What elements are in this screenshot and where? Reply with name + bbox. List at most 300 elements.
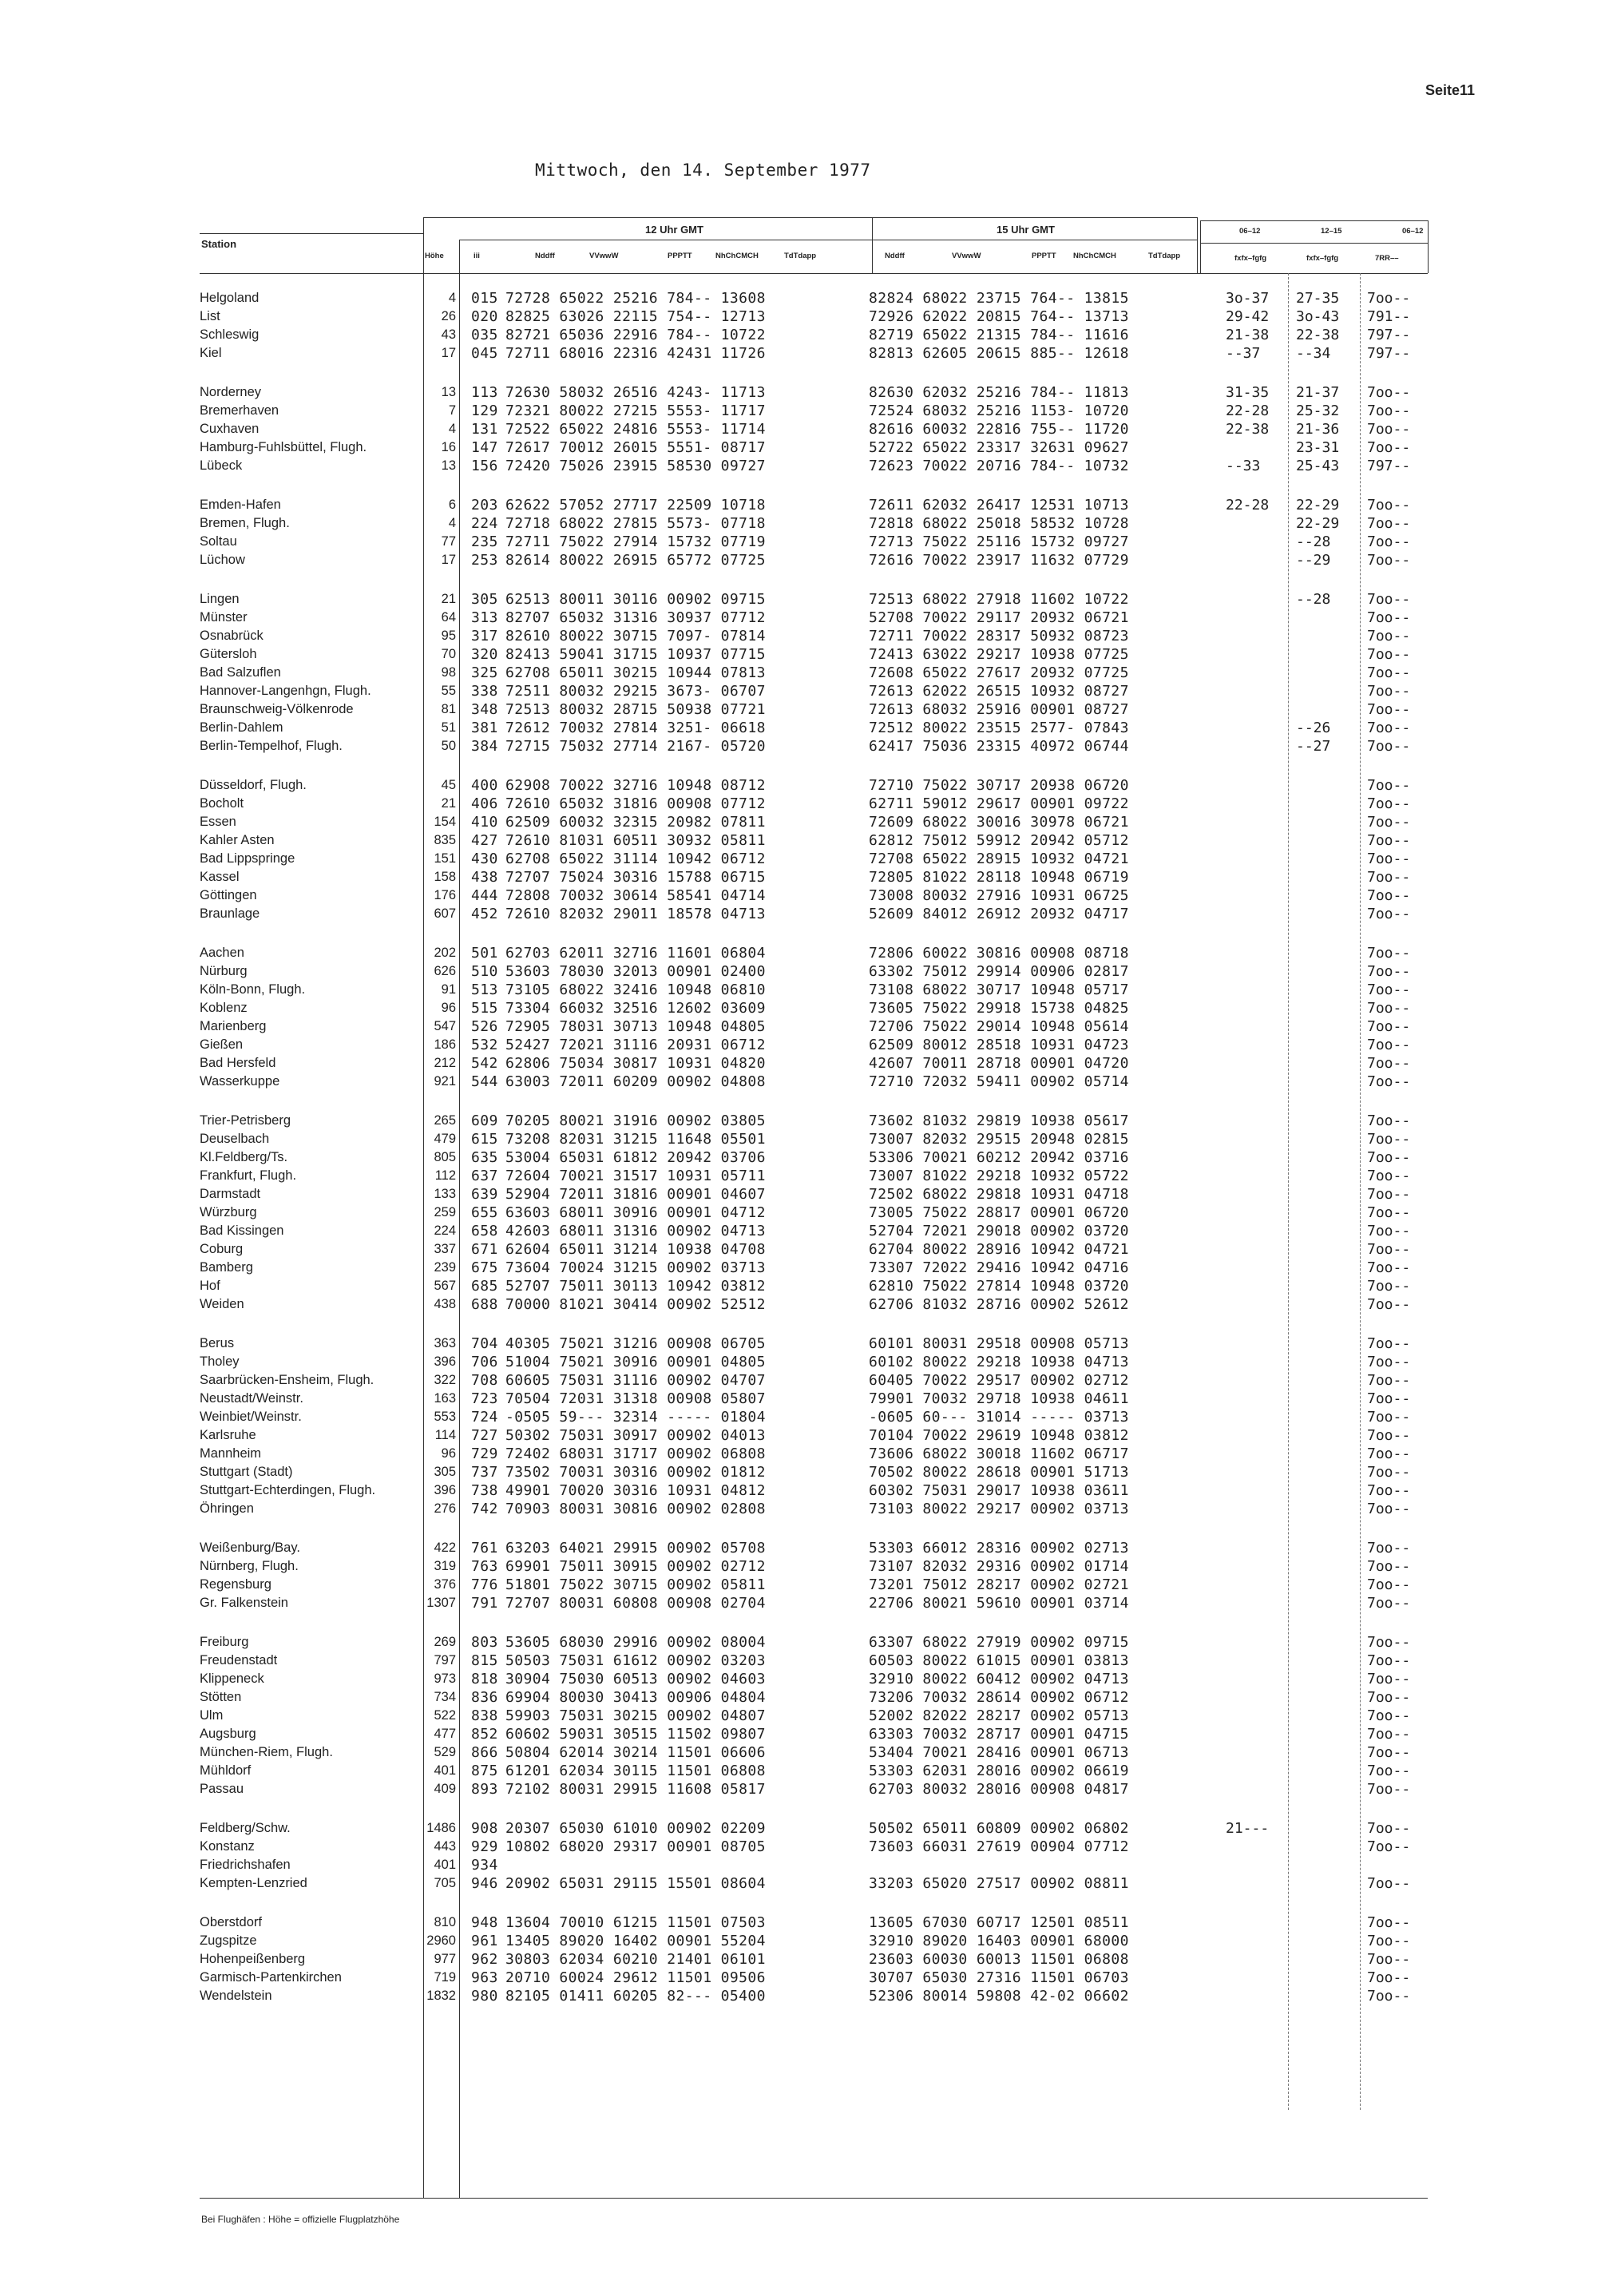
obs-12-gmt: 50302 75031 30917 00902 04013 — [505, 1427, 766, 1444]
station-name: Neustadt/Weinstr. — [200, 1391, 303, 1406]
gust-q1: 3o-37 — [1226, 290, 1270, 307]
station-id: 838 — [471, 1707, 498, 1724]
obs-15-gmt: 52609 84012 26912 20932 04717 — [869, 906, 1129, 922]
station-id: 776 — [471, 1576, 498, 1593]
obs-15-gmt: 72609 68022 30016 30978 06721 — [869, 814, 1129, 831]
obs-12-gmt: 53603 78030 32013 00901 02400 — [505, 963, 766, 980]
station-name: Göttingen — [200, 888, 257, 902]
station-name: Cuxhaven — [200, 422, 260, 436]
obs-12-gmt: 59903 75031 30215 00902 04807 — [505, 1707, 766, 1724]
station-height: 479 — [434, 1132, 456, 1146]
precip-q3: 7oo-- — [1367, 1838, 1411, 1855]
station-id: 320 — [471, 646, 498, 663]
obs-15-gmt: 72413 63022 29217 10938 07725 — [869, 646, 1129, 663]
precip-q3: 7oo-- — [1367, 1149, 1411, 1166]
rule — [1200, 243, 1428, 244]
station-id: 045 — [471, 345, 498, 362]
obs-12-gmt: 53004 65031 61812 20942 03706 — [505, 1149, 766, 1166]
station-name: Friedrichshafen — [200, 1858, 291, 1872]
obs-12-gmt: 72522 65022 24816 5553- 11714 — [505, 421, 766, 438]
station-height: 973 — [434, 1671, 456, 1686]
station-id: 704 — [471, 1335, 498, 1352]
obs-15-gmt: 53306 70021 60212 20942 03716 — [869, 1149, 1129, 1166]
obs-12-gmt: 60605 75031 31116 00902 04707 — [505, 1372, 766, 1389]
station-id: 338 — [471, 683, 498, 700]
station-id: 430 — [471, 851, 498, 867]
obs-15-gmt: 60405 70022 29517 00902 02712 — [869, 1372, 1129, 1389]
station-height: 21 — [441, 592, 456, 606]
station-height: 553 — [434, 1410, 456, 1424]
station-height: 81 — [441, 702, 456, 716]
station-id: 763 — [471, 1558, 498, 1575]
station-name: Würzburg — [200, 1205, 257, 1219]
station-height: 734 — [434, 1690, 456, 1704]
gust-q2: 22-29 — [1296, 497, 1340, 514]
obs-12-gmt: 61201 62034 30115 11501 06808 — [505, 1763, 766, 1779]
station-name: Kempten-Lenzried — [200, 1876, 307, 1890]
station-id: 635 — [471, 1149, 498, 1166]
obs-15-gmt: 73008 80032 27916 10931 06725 — [869, 887, 1129, 904]
station-height: 212 — [434, 1056, 456, 1070]
obs-15-gmt: 72711 70022 28317 50932 08723 — [869, 628, 1129, 644]
obs-15-gmt: 50502 65011 60809 00902 06802 — [869, 1820, 1129, 1837]
obs-15-gmt: 62417 75036 23315 40972 06744 — [869, 738, 1129, 755]
obs-15-gmt: 73007 81022 29218 10932 05722 — [869, 1168, 1129, 1184]
obs-12-gmt: 13604 70010 61215 11501 07503 — [505, 1914, 766, 1931]
station-height: 114 — [434, 1428, 456, 1442]
station-id: 723 — [471, 1390, 498, 1407]
precip-q3: 7oo-- — [1367, 1951, 1411, 1968]
precip-q3: 7oo-- — [1367, 1595, 1411, 1612]
obs-12-gmt: 72513 80032 28715 50938 07721 — [505, 701, 766, 718]
obs-12-gmt: 20710 60024 29612 11501 09506 — [505, 1969, 766, 1986]
station-height: 163 — [434, 1391, 456, 1406]
station-height: 607 — [434, 906, 456, 921]
obs-12-gmt: 51004 75021 30916 00901 04805 — [505, 1354, 766, 1370]
header-col-5: TdTdapp — [784, 252, 817, 260]
station-height: 6 — [448, 498, 456, 512]
station-id: 452 — [471, 906, 498, 922]
obs-12-gmt: 72321 80022 27215 5553- 11717 — [505, 402, 766, 419]
gust-q1: 22-28 — [1226, 402, 1270, 419]
station-name: Bocholt — [200, 796, 244, 811]
station-name: Tholey — [200, 1354, 240, 1369]
station-height: 133 — [434, 1187, 456, 1201]
station-height: 522 — [434, 1708, 456, 1723]
obs-15-gmt: 63303 70032 28717 00901 04715 — [869, 1726, 1129, 1743]
station-name: Weiden — [200, 1297, 244, 1311]
station-name: Freiburg — [200, 1635, 249, 1649]
header-q2-sub: fxfx–fgfg — [1306, 254, 1339, 263]
gust-q2: 3o-43 — [1296, 308, 1340, 325]
obs-15-gmt: 72502 68022 29818 10931 04718 — [869, 1186, 1129, 1203]
station-height: 70 — [441, 647, 456, 661]
rule — [200, 2198, 1428, 2199]
station-name: Kassel — [200, 870, 240, 884]
obs-15-gmt: 73005 75022 28817 00901 06720 — [869, 1204, 1129, 1221]
gust-q1: 21--- — [1226, 1820, 1270, 1837]
station-height: 396 — [434, 1354, 456, 1369]
gust-q2: 22-38 — [1296, 327, 1340, 343]
header-col-7: VVwwW — [952, 252, 981, 260]
precip-q3: 7oo-- — [1367, 1464, 1411, 1481]
obs-15-gmt: 62704 80022 28916 10942 04721 — [869, 1241, 1129, 1258]
rule — [1200, 220, 1201, 273]
obs-15-gmt: 73602 81032 29819 10938 05617 — [869, 1112, 1129, 1129]
station-height: 45 — [441, 778, 456, 792]
obs-12-gmt: 72630 58032 26516 4243- 11713 — [505, 384, 766, 401]
station-id: 934 — [471, 1857, 498, 1874]
obs-12-gmt: 63003 72011 60209 00902 04808 — [505, 1073, 766, 1090]
station-height: 2960 — [426, 1933, 456, 1948]
station-height: 239 — [434, 1260, 456, 1275]
precip-q3: 7oo-- — [1367, 1482, 1411, 1499]
obs-15-gmt: 72710 75022 30717 20938 06720 — [869, 777, 1129, 794]
obs-15-gmt: 52708 70022 29117 20932 06721 — [869, 609, 1129, 626]
obs-12-gmt: 70903 80031 30816 00902 02808 — [505, 1501, 766, 1517]
obs-15-gmt: 53303 62031 28016 00902 06619 — [869, 1763, 1129, 1779]
obs-12-gmt: 70504 72031 31318 00908 05807 — [505, 1390, 766, 1407]
obs-12-gmt: 72610 65032 31816 00908 07712 — [505, 795, 766, 812]
station-name: List — [200, 309, 220, 323]
header-15-uhr-gmt: 15 Uhr GMT — [997, 224, 1055, 236]
obs-12-gmt: 52427 72021 31116 20931 06712 — [505, 1037, 766, 1053]
station-name: Bad Kissingen — [200, 1223, 284, 1238]
obs-15-gmt: 62703 80032 28016 00908 04817 — [869, 1781, 1129, 1798]
station-id: 688 — [471, 1296, 498, 1313]
obs-12-gmt: 69901 75011 30915 00902 02712 — [505, 1558, 766, 1575]
obs-12-gmt: 73502 70031 30316 00902 01812 — [505, 1464, 766, 1481]
station-height: 17 — [441, 553, 456, 567]
station-height: 224 — [434, 1223, 456, 1238]
station-id: 946 — [471, 1875, 498, 1892]
obs-12-gmt: 82105 01411 60205 82--- 05400 — [505, 1988, 766, 2005]
station-name: Trier-Petrisberg — [200, 1113, 291, 1128]
station-id: 513 — [471, 981, 498, 998]
precip-q3: 7oo-- — [1367, 1018, 1411, 1035]
rule — [1200, 220, 1428, 221]
station-name: Aachen — [200, 946, 244, 960]
station-id: 655 — [471, 1204, 498, 1221]
gust-q1: 31-35 — [1226, 384, 1270, 401]
station-id: 156 — [471, 458, 498, 474]
station-id: 501 — [471, 945, 498, 962]
station-id: 737 — [471, 1464, 498, 1481]
obs-15-gmt: 72616 70022 23917 11632 07729 — [869, 552, 1129, 569]
station-name: Gr. Falkenstein — [200, 1596, 288, 1610]
gust-q2: 23-31 — [1296, 439, 1340, 456]
station-height: 26 — [441, 309, 456, 323]
station-id: 706 — [471, 1354, 498, 1370]
precip-q3: 7oo-- — [1367, 664, 1411, 681]
station-height: 529 — [434, 1745, 456, 1759]
station-height: 363 — [434, 1336, 456, 1350]
precip-q3: 7oo-- — [1367, 1576, 1411, 1593]
precip-q3: 7oo-- — [1367, 832, 1411, 849]
station-name: Mannheim — [200, 1446, 262, 1461]
station-name: Lingen — [200, 592, 240, 606]
obs-15-gmt: 72513 68022 27918 11602 10722 — [869, 591, 1129, 608]
rule — [1360, 273, 1361, 2110]
station-height: 186 — [434, 1037, 456, 1052]
rule — [1197, 217, 1198, 273]
station-id: 803 — [471, 1634, 498, 1651]
station-height: 1307 — [426, 1596, 456, 1610]
precip-q3: 7oo-- — [1367, 1781, 1411, 1798]
station-id: 147 — [471, 439, 498, 456]
obs-15-gmt: 63307 68022 27919 00902 09715 — [869, 1634, 1129, 1651]
precip-q3: 797-- — [1367, 458, 1411, 474]
station-name: Hohenpeißenberg — [200, 1952, 306, 1966]
station-height: 835 — [434, 833, 456, 847]
station-name: Lübeck — [200, 458, 243, 473]
station-height: 810 — [434, 1915, 456, 1929]
obs-15-gmt: 72818 68022 25018 58532 10728 — [869, 515, 1129, 532]
obs-15-gmt: 72608 65022 27617 20932 07725 — [869, 664, 1129, 681]
precip-q3: 7oo-- — [1367, 1241, 1411, 1258]
gust-q2: 25-43 — [1296, 458, 1340, 474]
obs-12-gmt: 50503 75031 61612 00902 03203 — [505, 1652, 766, 1669]
obs-12-gmt: 72617 70012 26015 5551- 08717 — [505, 439, 766, 456]
obs-12-gmt: 69904 80030 30413 00906 04804 — [505, 1689, 766, 1706]
obs-15-gmt: 82813 62605 20615 885-- 12618 — [869, 345, 1129, 362]
station-id: 639 — [471, 1186, 498, 1203]
station-name: Gütersloh — [200, 647, 257, 661]
gust-q2: --28 — [1296, 533, 1331, 550]
station-height: 376 — [434, 1577, 456, 1592]
obs-12-gmt: 53605 68030 29916 00902 08004 — [505, 1634, 766, 1651]
station-height: 477 — [434, 1727, 456, 1741]
obs-12-gmt: 62908 70022 32716 10948 08712 — [505, 777, 766, 794]
station-name: Norderney — [200, 385, 262, 399]
obs-15-gmt: 62810 75022 27814 10948 03720 — [869, 1278, 1129, 1295]
station-id: 929 — [471, 1838, 498, 1855]
precip-q3: 7oo-- — [1367, 1634, 1411, 1651]
obs-15-gmt: 72926 62022 20815 764-- 13713 — [869, 308, 1129, 325]
station-name: Berlin-Dahlem — [200, 720, 283, 735]
station-id: 129 — [471, 402, 498, 419]
station-id: 348 — [471, 701, 498, 718]
station-id: 113 — [471, 384, 498, 401]
obs-15-gmt: 72524 68032 25216 1153- 10720 — [869, 402, 1129, 419]
obs-12-gmt: 63603 68011 30916 00901 04712 — [505, 1204, 766, 1221]
station-id: 510 — [471, 963, 498, 980]
precip-q3: 797-- — [1367, 327, 1411, 343]
obs-12-gmt: 62703 62011 32716 11601 06804 — [505, 945, 766, 962]
station-id: 948 — [471, 1914, 498, 1931]
precip-q3: 7oo-- — [1367, 1223, 1411, 1239]
obs-15-gmt: 52722 65022 23317 32631 09627 — [869, 439, 1129, 456]
station-id: 724 — [471, 1409, 498, 1426]
obs-12-gmt: 72808 70032 30614 58541 04714 — [505, 887, 766, 904]
station-height: 396 — [434, 1483, 456, 1497]
obs-12-gmt: 72102 80031 29915 11608 05817 — [505, 1781, 766, 1798]
station-id: 325 — [471, 664, 498, 681]
station-id: 962 — [471, 1951, 498, 1968]
obs-12-gmt: 72707 80031 60808 00908 02704 — [505, 1595, 766, 1612]
station-id: 035 — [471, 327, 498, 343]
station-name: Feldberg/Schw. — [200, 1821, 291, 1835]
obs-12-gmt: 72612 70032 27814 3251- 06618 — [505, 720, 766, 736]
station-name: Hannover-Langenhgn, Flugh. — [200, 684, 371, 698]
obs-15-gmt: 73007 82032 29515 20948 02815 — [869, 1131, 1129, 1148]
obs-12-gmt: 72711 68016 22316 42431 11726 — [505, 345, 766, 362]
precip-q3: 7oo-- — [1367, 1744, 1411, 1761]
obs-15-gmt: 82616 60032 22816 755-- 11720 — [869, 421, 1129, 438]
precip-q3: 7oo-- — [1367, 795, 1411, 812]
precip-q3: 7oo-- — [1367, 1540, 1411, 1556]
station-name: Regensburg — [200, 1577, 271, 1592]
precip-q3: 797-- — [1367, 345, 1411, 362]
precip-q3: 7oo-- — [1367, 869, 1411, 886]
station-name: Karlsruhe — [200, 1428, 256, 1442]
obs-12-gmt: 82614 80022 26915 65772 07725 — [505, 552, 766, 569]
station-name: Münster — [200, 610, 248, 625]
station-height: 96 — [441, 1001, 456, 1015]
obs-15-gmt: 62706 81032 28716 00902 52612 — [869, 1296, 1129, 1313]
station-id: 961 — [471, 1933, 498, 1949]
obs-12-gmt: 20902 65031 29115 15501 08604 — [505, 1875, 766, 1892]
station-height: 438 — [434, 1297, 456, 1311]
precip-q3: 7oo-- — [1367, 1296, 1411, 1313]
station-height: 921 — [434, 1074, 456, 1089]
precip-q3: 7oo-- — [1367, 1671, 1411, 1687]
obs-15-gmt: 22706 80021 59610 00901 03714 — [869, 1595, 1129, 1612]
obs-15-gmt: 79901 70032 29718 10938 04611 — [869, 1390, 1129, 1407]
station-name: Köln-Bonn, Flugh. — [200, 982, 306, 997]
obs-15-gmt: 72708 65022 28915 10932 04721 — [869, 851, 1129, 867]
rule — [1428, 220, 1429, 273]
obs-15-gmt: 73605 75022 29918 15738 04825 — [869, 1000, 1129, 1017]
obs-15-gmt: 63302 75012 29914 00906 02817 — [869, 963, 1129, 980]
precip-q3: 7oo-- — [1367, 1914, 1411, 1931]
precip-q3: 7oo-- — [1367, 1445, 1411, 1462]
station-height: 95 — [441, 629, 456, 643]
station-id: 515 — [471, 1000, 498, 1017]
obs-12-gmt: 30904 75030 60513 00902 04603 — [505, 1671, 766, 1687]
obs-15-gmt: 82719 65022 21315 784-- 11616 — [869, 327, 1129, 343]
obs-15-gmt: 72512 80022 23515 2577- 07843 — [869, 720, 1129, 736]
obs-12-gmt: 62806 75034 30817 10931 04820 — [505, 1055, 766, 1072]
obs-12-gmt: 72715 75032 27714 2167- 05720 — [505, 738, 766, 755]
obs-12-gmt: 62513 80011 30116 00902 09715 — [505, 591, 766, 608]
station-id: 637 — [471, 1168, 498, 1184]
header-iii: iii — [474, 252, 480, 260]
gust-q2: 21-37 — [1296, 384, 1340, 401]
precip-q3: 7oo-- — [1367, 1652, 1411, 1669]
station-id: 738 — [471, 1482, 498, 1499]
station-id: 815 — [471, 1652, 498, 1669]
precip-q3: 7oo-- — [1367, 1726, 1411, 1743]
precip-q3: 7oo-- — [1367, 1354, 1411, 1370]
precip-q3: 7oo-- — [1367, 1204, 1411, 1221]
station-name: Bad Lippspringe — [200, 851, 295, 866]
station-id: 671 — [471, 1241, 498, 1258]
station-id: 708 — [471, 1372, 498, 1389]
gust-q2: --28 — [1296, 591, 1331, 608]
obs-15-gmt: 73108 68022 30717 10948 05717 — [869, 981, 1129, 998]
station-name: Gießen — [200, 1037, 244, 1052]
station-id: 253 — [471, 552, 498, 569]
station-name: Nürnberg, Flugh. — [200, 1559, 299, 1573]
obs-12-gmt: 82610 80022 30715 7097- 07814 — [505, 628, 766, 644]
gust-q1: 22-38 — [1226, 421, 1270, 438]
obs-12-gmt: 62708 65022 31114 10942 06712 — [505, 851, 766, 867]
gust-q2: --26 — [1296, 720, 1331, 736]
obs-12-gmt: 72610 82032 29011 18578 04713 — [505, 906, 766, 922]
station-name: Klippeneck — [200, 1671, 264, 1686]
station-id: 427 — [471, 832, 498, 849]
obs-15-gmt: 62812 75012 59912 20942 05712 — [869, 832, 1129, 849]
station-height: 443 — [434, 1839, 456, 1854]
precip-q3: 7oo-- — [1367, 906, 1411, 922]
station-name: Öhringen — [200, 1501, 254, 1516]
station-id: 727 — [471, 1427, 498, 1444]
obs-15-gmt: 62711 59012 29617 00901 09722 — [869, 795, 1129, 812]
station-height: 805 — [434, 1150, 456, 1164]
station-height: 98 — [441, 665, 456, 680]
precip-q3: 7oo-- — [1367, 1689, 1411, 1706]
precip-q3: 7oo-- — [1367, 1707, 1411, 1724]
station-name: Lüchow — [200, 553, 245, 567]
station-height: 305 — [434, 1465, 456, 1479]
obs-15-gmt: 72613 62022 26515 10932 08727 — [869, 683, 1129, 700]
station-name: Berus — [200, 1336, 235, 1350]
obs-12-gmt: 51801 75022 30715 00902 05811 — [505, 1576, 766, 1593]
precip-q3: 7oo-- — [1367, 1558, 1411, 1575]
obs-12-gmt: 73304 66032 32516 12602 03609 — [505, 1000, 766, 1017]
precip-q3: 7oo-- — [1367, 981, 1411, 998]
obs-15-gmt: 32910 89020 16403 00901 68000 — [869, 1933, 1129, 1949]
station-id: 444 — [471, 887, 498, 904]
station-height: 265 — [434, 1113, 456, 1128]
precip-q3: 7oo-- — [1367, 1131, 1411, 1148]
obs-12-gmt: 20307 65030 61010 00902 02209 — [505, 1820, 766, 1837]
station-name: Schleswig — [200, 327, 260, 342]
station-name: Hof — [200, 1279, 220, 1293]
obs-15-gmt: 60302 75031 29017 10938 03611 — [869, 1482, 1129, 1499]
obs-12-gmt: 72420 75026 23915 58530 09727 — [505, 458, 766, 474]
station-name: Stuttgart-Echterdingen, Flugh. — [200, 1483, 376, 1497]
station-id: 852 — [471, 1726, 498, 1743]
station-height: 158 — [434, 870, 456, 884]
station-id: 305 — [471, 591, 498, 608]
obs-15-gmt: 23603 60030 60013 11501 06808 — [869, 1951, 1129, 1968]
station-name: Darmstadt — [200, 1187, 261, 1201]
station-name: Braunlage — [200, 906, 260, 921]
station-height: 547 — [434, 1019, 456, 1033]
station-name: Braunschweig-Völkenrode — [200, 702, 354, 716]
obs-12-gmt: 72728 65022 25216 784-- 13608 — [505, 290, 766, 307]
precip-q3: 7oo-- — [1367, 1073, 1411, 1090]
station-height: 17 — [441, 346, 456, 360]
obs-15-gmt: 72706 75022 29014 10948 05614 — [869, 1018, 1129, 1035]
precip-q3: 7oo-- — [1367, 1988, 1411, 2005]
header-q3-sub: 7RR–– — [1375, 254, 1399, 263]
precip-q3: 7oo-- — [1367, 1037, 1411, 1053]
gust-q2: 21-36 — [1296, 421, 1340, 438]
precip-q3: 7oo-- — [1367, 1168, 1411, 1184]
station-height: 567 — [434, 1279, 456, 1293]
station-name: Ulm — [200, 1708, 224, 1723]
obs-12-gmt: 62604 65011 31214 10938 04708 — [505, 1241, 766, 1258]
station-name: Bremerhaven — [200, 403, 279, 418]
station-id: 381 — [471, 720, 498, 736]
station-name: Deuselbach — [200, 1132, 270, 1146]
obs-15-gmt: 72710 72032 59411 00902 05714 — [869, 1073, 1129, 1090]
station-id: 224 — [471, 515, 498, 532]
station-id: 836 — [471, 1689, 498, 1706]
